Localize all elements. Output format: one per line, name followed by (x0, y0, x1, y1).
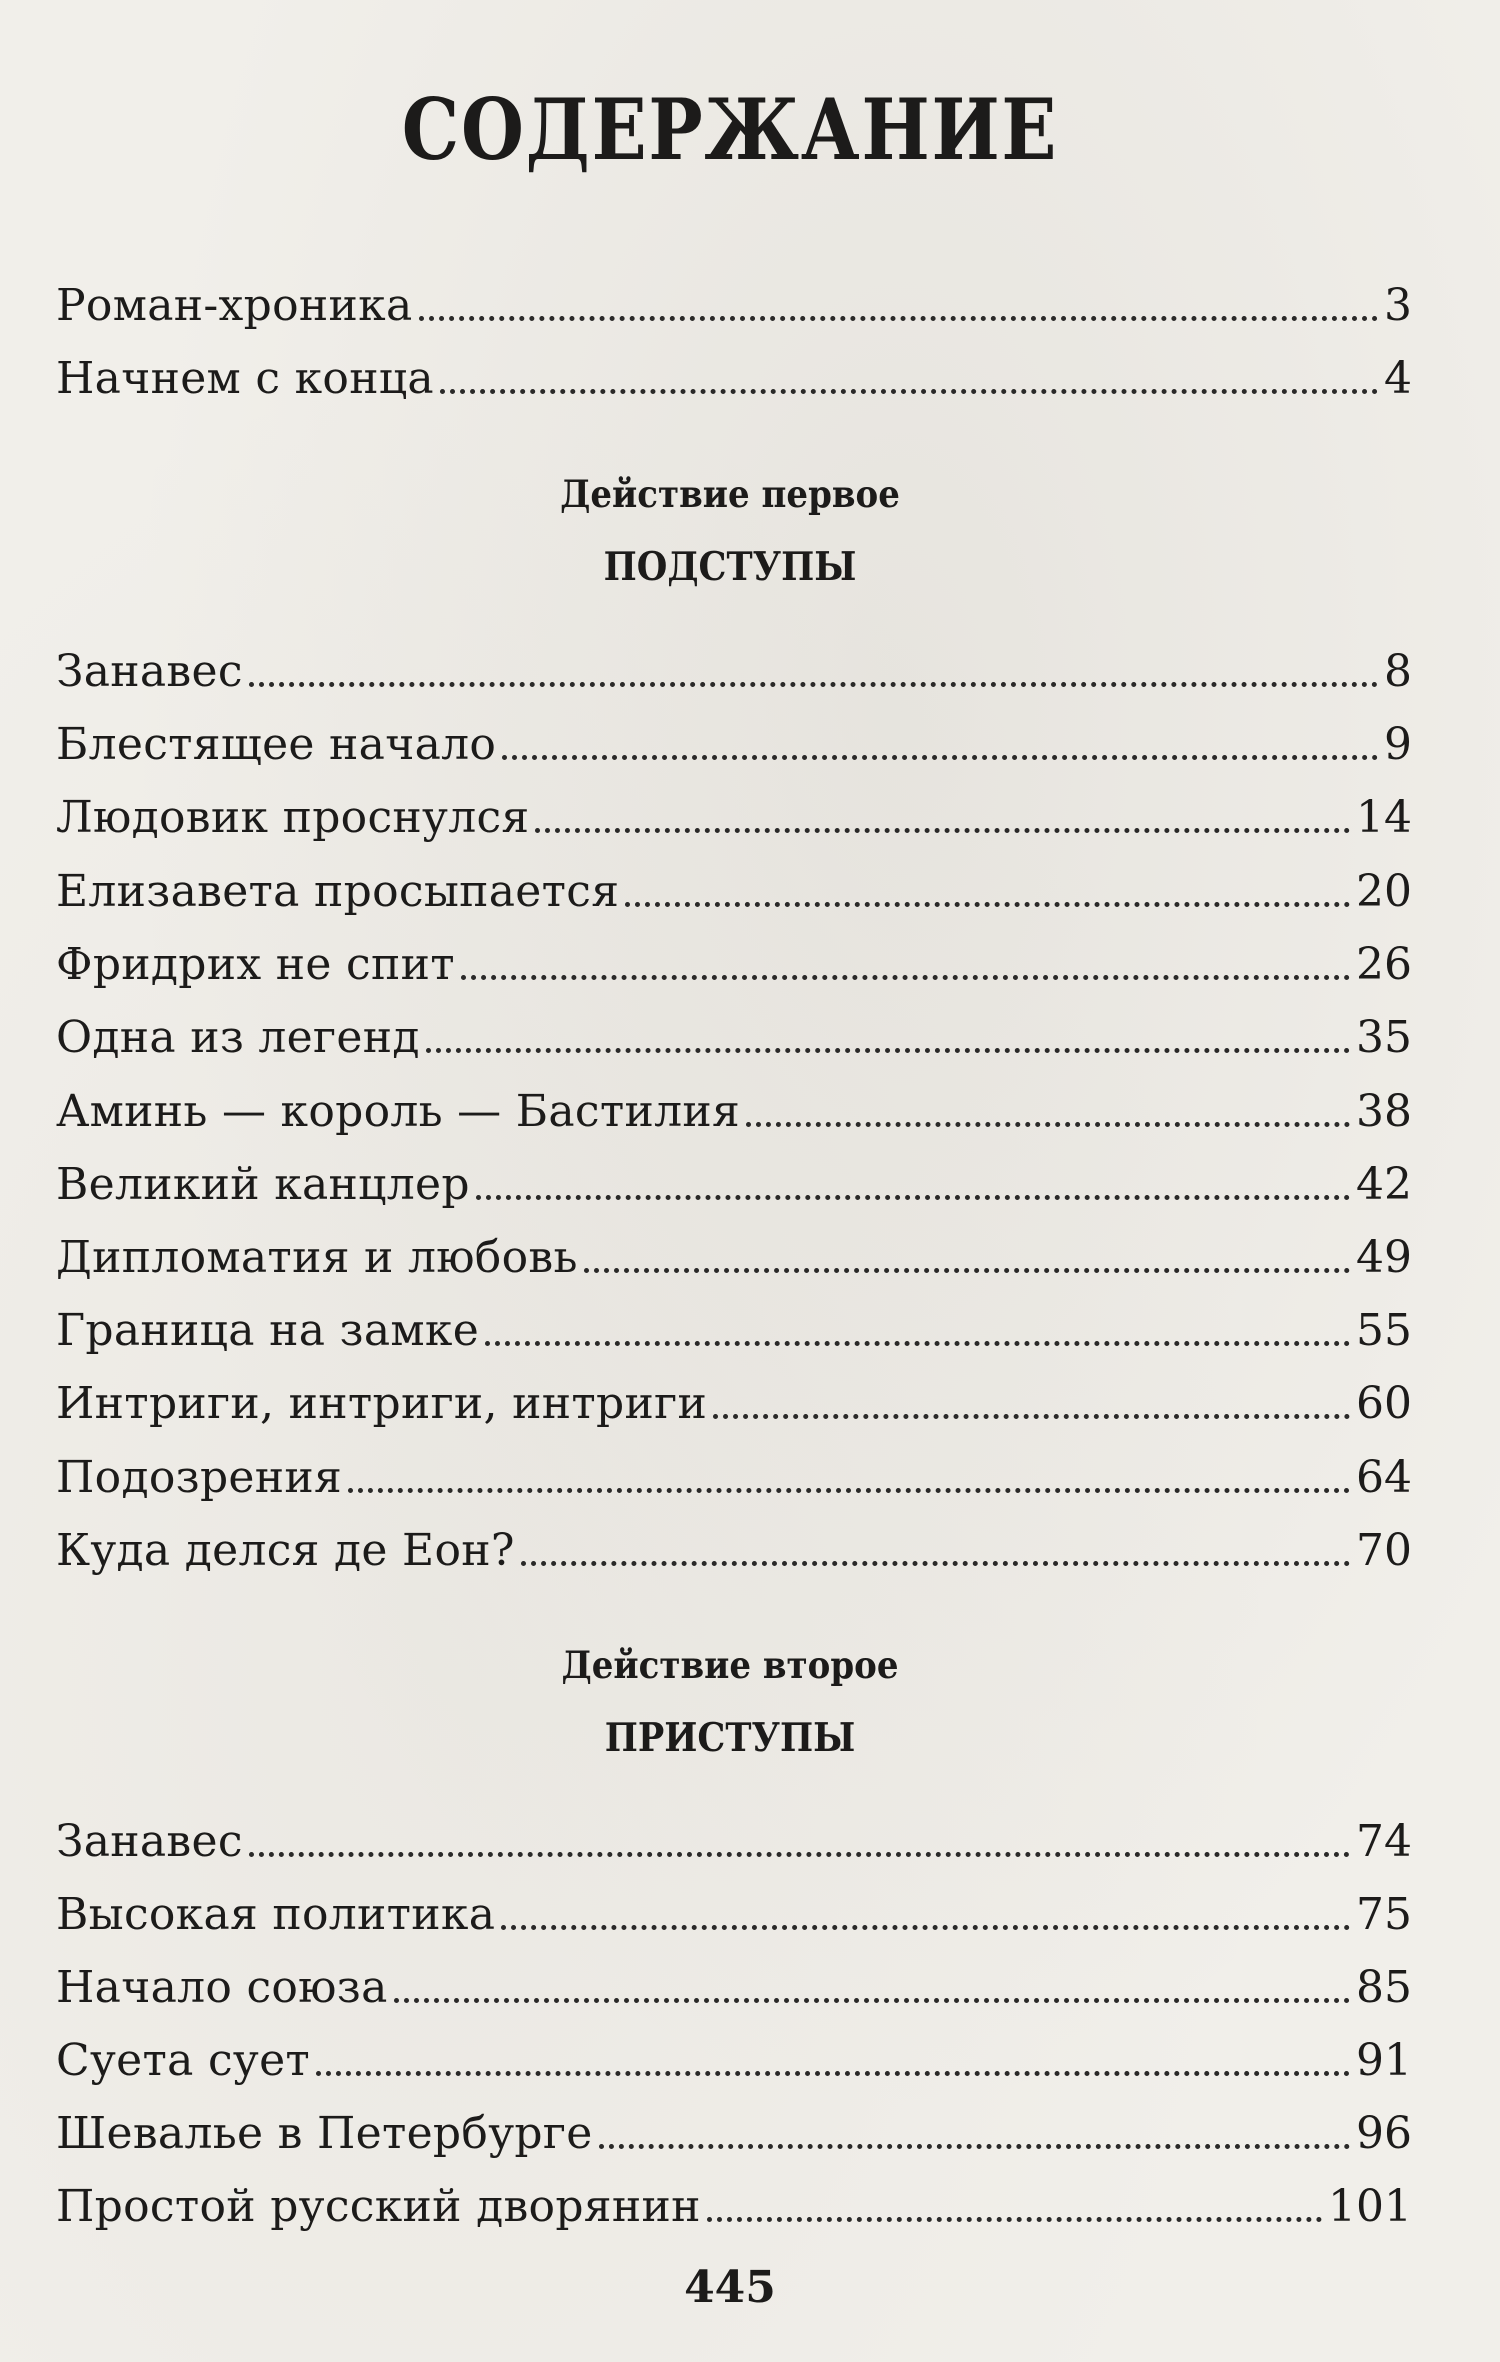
toc-entry (56, 1950, 1412, 2013)
toc-entry-page: 42 (1356, 1159, 1412, 1210)
dot-leader (625, 902, 1350, 907)
dot-leader (485, 1341, 1350, 1346)
toc-entry (56, 1804, 1412, 1867)
toc-entry (56, 707, 1412, 770)
toc-entry-label: Великий канцлер (56, 1159, 470, 1210)
dot-leader (746, 1122, 1350, 1127)
toc-entry-label: Начнем с конца (56, 353, 434, 404)
toc-entry-label: Дипломатия и любовь (56, 1232, 578, 1283)
toc-entry-page: 3 (1384, 280, 1412, 331)
dot-leader (713, 1414, 1350, 1419)
dot-leader (584, 1268, 1350, 1273)
dot-leader (707, 2217, 1322, 2222)
toc-entry-page: 8 (1384, 646, 1412, 697)
toc-entry (56, 1220, 1412, 1283)
toc-entry-label: Куда делся де Еон? (56, 1525, 515, 1576)
toc-entry-label: Фридрих не спит (56, 939, 455, 990)
toc-entry-label: Занавес (56, 1816, 243, 1867)
dot-leader (316, 2071, 1350, 2076)
dot-leader (249, 1852, 1350, 1857)
toc-entry-page: 4 (1384, 353, 1412, 404)
toc-entry-page: 101 (1328, 2181, 1412, 2232)
toc-entry (56, 1147, 1412, 1210)
page-title: СОДЕРЖАНИЕ (401, 80, 1059, 179)
toc-entry (56, 268, 1412, 331)
toc-entry (56, 1000, 1412, 1063)
act-label: Действие второе (561, 1643, 899, 1687)
toc-entry-label: Людовик проснулся (56, 792, 530, 843)
dot-leader (599, 2144, 1350, 2149)
toc-entry-label: Аминь — король — Бастилия (56, 1086, 741, 1137)
toc-entry-page: 64 (1356, 1452, 1412, 1503)
dot-leader (426, 1048, 1350, 1053)
dot-leader (501, 1925, 1350, 1930)
toc-entry-label: Роман-хроника (56, 280, 413, 331)
toc-entry-label: Высокая политика (56, 1889, 496, 1940)
toc-entry (56, 1366, 1412, 1429)
toc-entry-page: 9 (1384, 719, 1412, 770)
dot-leader (419, 316, 1378, 321)
toc-entry-page: 96 (1356, 2108, 1412, 2159)
toc-entry-page: 35 (1356, 1012, 1412, 1063)
toc-entry-label: Начало союза (56, 1962, 388, 2013)
toc-entry (56, 634, 1412, 697)
act-title: ПОДСТУПЫ (603, 544, 857, 590)
toc-entry-label: Блестящее начало (56, 719, 497, 770)
toc-entry (56, 927, 1412, 990)
toc-entry (56, 1074, 1412, 1137)
page-number: 445 (684, 2262, 776, 2313)
toc-entry-page: 20 (1356, 866, 1412, 917)
toc-entry (56, 1440, 1412, 1503)
toc-entry (56, 2023, 1412, 2086)
toc-entry (56, 854, 1412, 917)
toc-entry-label: Простой русский дворянин (56, 2181, 701, 2232)
toc-entry-page: 60 (1356, 1378, 1412, 1429)
toc-entry-page: 26 (1356, 939, 1412, 990)
dot-leader (249, 682, 1378, 687)
toc-entry (56, 2169, 1412, 2232)
toc-entry-label: Одна из легенд (56, 1012, 420, 1063)
dot-leader (476, 1195, 1350, 1200)
toc-entry-page: 49 (1356, 1232, 1412, 1283)
toc-entry-page: 74 (1356, 1816, 1412, 1867)
toc-entry (56, 341, 1412, 404)
toc-entry-label: Елизавета просыпается (56, 866, 620, 917)
toc-entry-label: Шевалье в Петербурге (56, 2108, 593, 2159)
toc-entry-page: 70 (1356, 1525, 1412, 1576)
dot-leader (440, 389, 1378, 394)
toc-entry-page: 75 (1356, 1889, 1412, 1940)
toc-entry-label: Подозрения (56, 1452, 343, 1503)
toc-entry-page: 38 (1356, 1086, 1412, 1137)
dot-leader (461, 975, 1350, 980)
dot-leader (521, 1561, 1350, 1566)
toc-entry-page: 91 (1356, 2035, 1412, 2086)
toc-entry-page: 14 (1356, 792, 1412, 843)
dot-leader (348, 1488, 1350, 1493)
toc-entry (56, 2096, 1412, 2159)
dot-leader (502, 755, 1378, 760)
toc-entry-label: Суета сует (56, 2035, 311, 2086)
toc-entry (56, 1293, 1412, 1356)
toc-entry (56, 780, 1412, 843)
toc-entry-label: Занавес (56, 646, 243, 697)
toc-entry (56, 1513, 1412, 1576)
dot-leader (535, 828, 1350, 833)
act-title: ПРИСТУПЫ (604, 1715, 856, 1761)
toc-entry-page: 85 (1356, 1962, 1412, 2013)
toc-entry-label: Интриги, интриги, интриги (56, 1378, 708, 1429)
toc-entry (56, 1877, 1412, 1940)
toc-entry-page: 55 (1356, 1305, 1412, 1356)
toc-entry-label: Граница на замке (56, 1305, 480, 1356)
dot-leader (394, 1998, 1350, 2003)
act-label: Действие первое (560, 472, 900, 516)
